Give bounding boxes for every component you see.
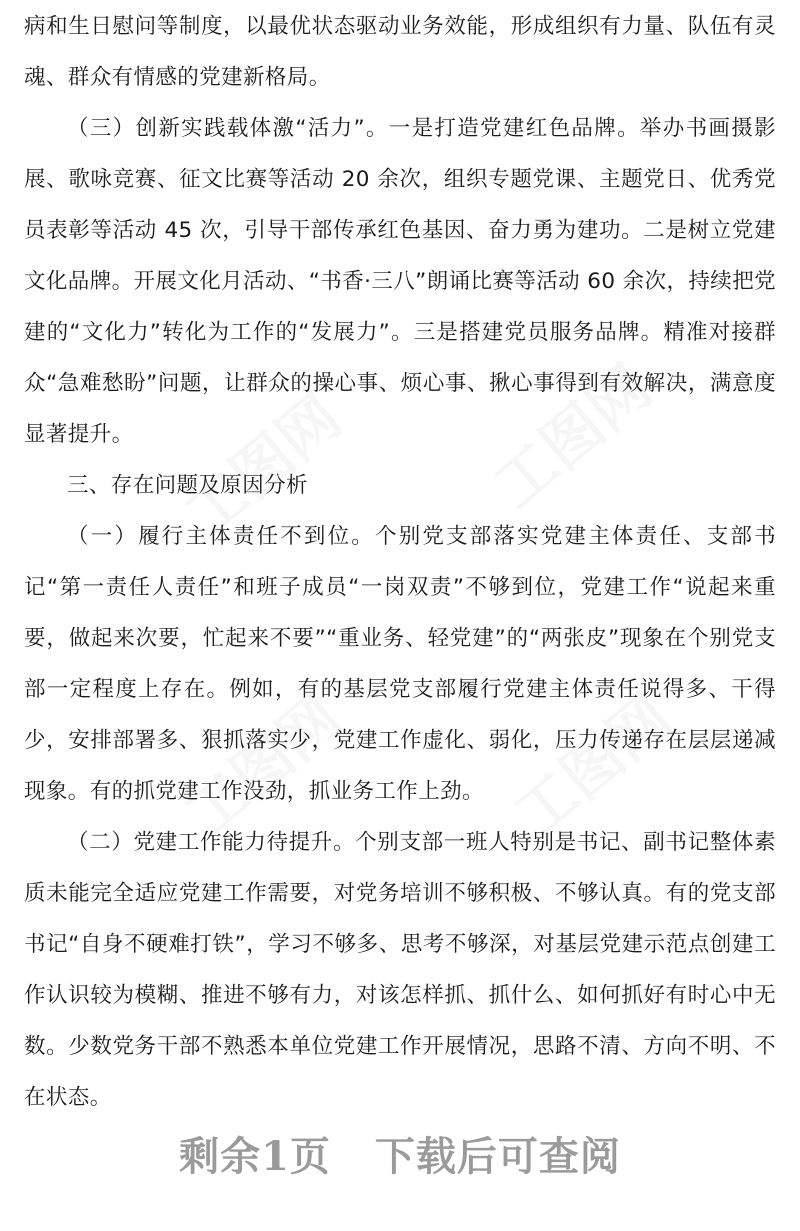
paragraph-capability: （二）党建工作能力待提升。个别支部一班人特别是书记、副书记整体素质未能完全适应党建工作需要，对党务培训不够积极、不够认真。有的党支部书记“自身不硬难打铁”，学习不够多、思考不够深，对基层党建示范点创建工作认识较为模糊、推进不够有力，对该怎样抓、抓什么、如何抓好有时心中无数。少数党务干部不熟悉本单位党建工作开展情况，思路不清、方向不明、不在状态。 — [24, 830, 776, 1110]
section-heading-problems: 三、存在问题及原因分析 — [67, 473, 308, 498]
paragraph-continued: 病和生日慰问等制度，以最优状态驱动业务效能，形成组织有力量、队伍有灵魂、群众有情感的党建新格局。 — [24, 14, 776, 90]
paragraph-innovation: （三）创新实践载体激“活力”。一是打造党建红色品牌。举办书画摄影展、歌咏竞赛、征文比赛等活动 20 余次，组织专题党课、主题党日、优秀党员表彰等活动 45 次，引导干部传承红色基因、奋力勇为建功。二是树立党建文化品牌。开展文化月活动、“书香·三八”朗诵比赛等活动 60 余次，持续把党建的“文化力”转化为工作的“发展力”。三是搭建党员服务品牌。精准对接群众“急难愁盼”问题，让群众的操心事、烦心事、揪心事得到有效解决，满意度显著提升。 — [24, 116, 776, 447]
paragraph-responsibility: （一）履行主体责任不到位。个别党支部落实党建主体责任、支部书记“第一责任人责任”和班子成员“一岗双责”不够到位，党建工作“说起来重要，做起来次要，忙起来不要”“重业务、轻党建”的“两张皮”现象在个别党支部一定程度上存在。例如，有的基层党支部履行党建主体责任说得多、干得少，安排部署多、狠抓落实少，党建工作虚化、弱化，压力传递存在层层递减现象。有的抓党建工作没劲，抓业务工作上劲。 — [24, 524, 776, 804]
document-body — [24, 0, 776, 1123]
remaining-pages-label: 剩余1页 — [179, 1133, 331, 1180]
download-prompt-banner[interactable] — [0, 1125, 800, 1182]
download-to-view-label: 下载后可查阅 — [374, 1133, 621, 1180]
